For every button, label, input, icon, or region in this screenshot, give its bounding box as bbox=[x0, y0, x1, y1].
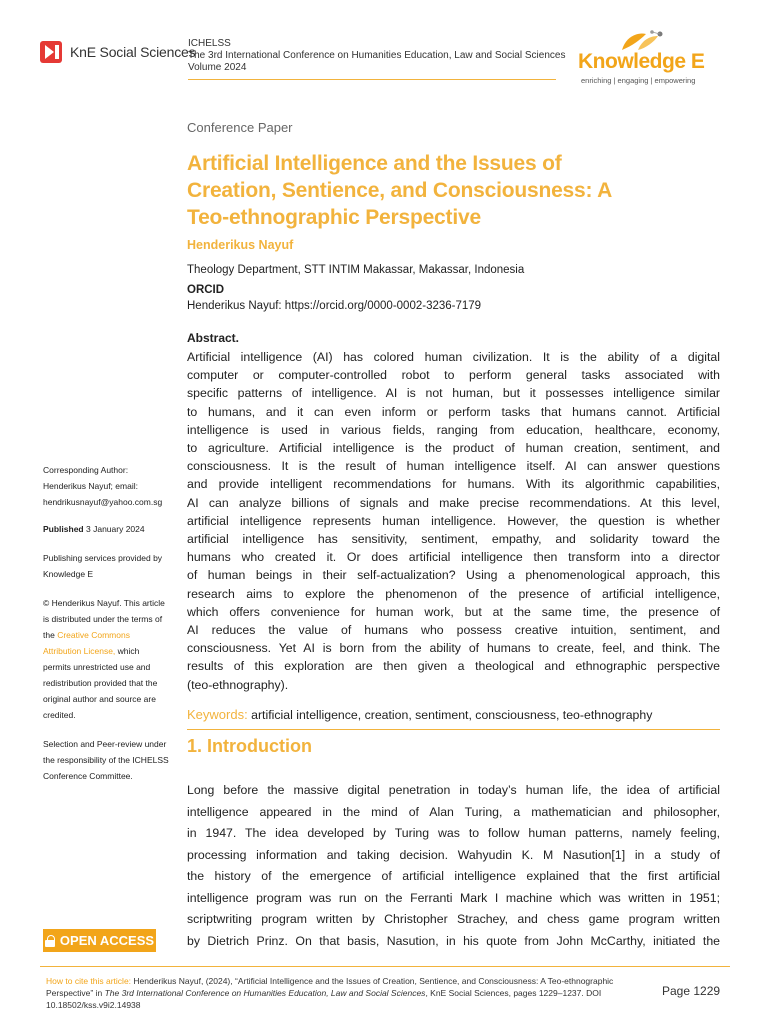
open-access-badge bbox=[43, 929, 156, 952]
abstract-body bbox=[187, 348, 720, 694]
intro-line: in 1947. The idea developed by Turing was to follow human patterns, namely feeling, bbox=[187, 826, 720, 840]
corresponding-author bbox=[43, 462, 178, 510]
abstract-line: artificial intelligence represents human intelligence. However, the question is whether bbox=[187, 513, 720, 528]
keywords bbox=[187, 707, 720, 722]
section-heading: 1. Introduction bbox=[187, 736, 312, 756]
cite-text: Henderikus Nayuf, (2024), “Artificial Intelligence and the Issues of Creation, Sentience, and Consciousness: A Teo-ethnographic Perspective” in bbox=[46, 976, 614, 998]
license-text: is distributed under the terms of bbox=[43, 614, 163, 624]
license-text: which bbox=[117, 646, 140, 656]
review-text: Conference Committee. bbox=[43, 771, 133, 781]
abstract-line: of human beings in their self-actualization? Using a phenomenological approach, this bbox=[187, 568, 720, 583]
abstract-line: AI reduces the value of humans who possess creative intuition, sentiment, and bbox=[187, 623, 720, 638]
publishing-services bbox=[43, 550, 178, 582]
intro-line: by Dietrich Prinz. On that basis, Nasution, in his quote from John McCarthy, initiated the bbox=[187, 933, 720, 948]
volume: Volume 2024 bbox=[188, 62, 247, 73]
keywords-divider bbox=[187, 729, 720, 730]
services-provider: Knowledge E bbox=[43, 569, 94, 579]
publisher-tagline: enriching | engaging | empowering bbox=[581, 76, 696, 85]
intro-line: scriptwriting program written by Christopher Strachey, and chess game program written bbox=[187, 912, 720, 926]
journal-logo bbox=[40, 41, 195, 63]
orcid-link[interactable]: Henderikus Nayuf: https://orcid.org/0000-0002-3236-7179 bbox=[187, 300, 482, 312]
footer-divider bbox=[40, 966, 730, 967]
review-text: Selection and Peer-review under bbox=[43, 739, 167, 749]
title-line: Creation, Sentience, and Consciousness: A bbox=[187, 179, 613, 202]
license-text: original author and source are bbox=[43, 694, 156, 704]
published-date: 3 January 2024 bbox=[86, 524, 145, 534]
conference-name: The 3rd International Conference on Humanities Education, Law and Social Sciences bbox=[188, 50, 566, 61]
published-label: Published bbox=[43, 524, 84, 534]
lock-open-icon bbox=[45, 935, 55, 947]
license-info bbox=[43, 595, 178, 723]
abstract-line: intelligence is used in various fields, ranging from education, healthcare, economy, bbox=[187, 422, 720, 437]
intro-line: processing information and taking decision. Wahyudin K. M Nasution[1] in a study of bbox=[187, 847, 720, 862]
keywords-label: Keywords: bbox=[187, 707, 248, 722]
conference-info bbox=[188, 38, 565, 74]
title-line: Artificial Intelligence and the Issues of bbox=[187, 152, 562, 175]
license-text: credited. bbox=[43, 710, 76, 720]
services-text: Publishing services provided by bbox=[43, 553, 163, 563]
abstract-line: (teo-ethnography). bbox=[187, 677, 289, 692]
cite-text-end: , KnE Social Sciences, pages 1229–1237. DOI 10.18502/kss.v9i2.14938 bbox=[46, 988, 602, 1010]
abstract-line: research aims to explore the phenomenon of the presence of artificial intelligence, bbox=[187, 586, 720, 601]
paper-title bbox=[187, 150, 720, 231]
abstract-line: consciousness. Yet AI is born from the ability of humans to create, feel, and think. The bbox=[187, 641, 720, 656]
intro-line: Long before the massive digital penetration in today’s human life, the idea of artificial bbox=[187, 783, 720, 797]
abstract-line: humans who created it. Or does artificial intelligence then transform into a director bbox=[187, 550, 720, 565]
license-text: Henderikus Nayuf. This article bbox=[51, 598, 165, 608]
intro-line: the history of the emergence of artificial intelligence explained that the first artificial bbox=[187, 869, 720, 883]
title-line: Teo-ethnographic Perspective bbox=[187, 206, 481, 229]
intro-line: intelligence program was run on the Ferranti Mark I machine which was written in 1951; bbox=[187, 890, 720, 905]
license-text: permits unrestricted use and bbox=[43, 662, 151, 672]
orcid-heading: ORCID bbox=[187, 284, 225, 296]
abstract-line: results of this exploration are then given a theological and ethnographic perspective bbox=[187, 659, 720, 674]
cite-conference: The 3rd International Conference on Humanities Education, Law and Social Sciences bbox=[104, 988, 426, 998]
open-access-label: OPEN ACCESS bbox=[59, 933, 155, 948]
introduction-body bbox=[187, 780, 720, 960]
abstract-line: to agriculture. Artificial intelligence is the product of human creation, sentiment, and bbox=[187, 441, 720, 456]
peer-review-note bbox=[43, 736, 178, 784]
keywords-list: artificial intelligence, creation, sentiment, consciousness, teo-ethnography bbox=[251, 708, 653, 722]
corr-label: Corresponding Author: bbox=[43, 465, 129, 475]
abstract-line: and provide intelligent recommendations for humans. With its algorithmic capabilities, bbox=[187, 477, 720, 492]
abstract-line: which offers convenience for human work, but at the same time, the presence of bbox=[187, 604, 720, 619]
intro-line: intelligence appeared in the mind of Alan Turing, a mathematician and philosopher, bbox=[187, 804, 720, 819]
license-text: redistribution provided that the bbox=[43, 678, 158, 688]
kne-logo-icon bbox=[40, 41, 62, 63]
abstract-line: Artificial intelligence (AI) has colored human civilization. It is the ability of a digital bbox=[187, 350, 720, 364]
license-link[interactable]: Attribution License, bbox=[43, 646, 116, 656]
leaf-icon bbox=[616, 30, 666, 52]
publisher-name: Knowledge E bbox=[578, 50, 705, 73]
publisher-logo bbox=[576, 28, 726, 88]
license-link[interactable]: Creative Commons bbox=[57, 630, 130, 640]
paper-type: Conference Paper bbox=[187, 120, 293, 135]
journal-name: KnE Social Sciences bbox=[70, 44, 196, 60]
citation bbox=[46, 975, 660, 1011]
page-number: Page 1229 bbox=[662, 984, 721, 998]
abstract-line: specific patterns of intelligence. AI is not human, but it possesses intelligence similar bbox=[187, 386, 720, 401]
abstract-line: consciousness. It is the result of human intelligence itself. AI can answer questions bbox=[187, 459, 720, 474]
abstract-line: AI can analyze billions of signals and make precise recommendations. At this level, bbox=[187, 495, 720, 510]
published-info bbox=[43, 521, 178, 537]
abstract-heading: Abstract. bbox=[187, 331, 240, 345]
review-text: the responsibility of the ICHELSS bbox=[43, 755, 169, 765]
affiliation: Theology Department, STT INTIM Makassar, Makassar, Indonesia bbox=[187, 264, 525, 276]
license-text: the bbox=[43, 630, 55, 640]
copyright-icon: © bbox=[43, 598, 50, 608]
abstract-line: to humans, and it can even inform or perform tasks that humans cannot. Artificial bbox=[187, 404, 720, 419]
cite-label: How to cite this article: bbox=[46, 976, 132, 986]
corr-name: Henderikus Nayuf; email: bbox=[43, 481, 138, 491]
header-divider bbox=[188, 79, 556, 80]
conference-acronym: ICHELSS bbox=[188, 38, 231, 49]
abstract-line: artificial intelligence has sensitivity, sentiment, empathy, and solidarity toward the bbox=[187, 532, 720, 547]
author-name: Henderikus Nayuf bbox=[187, 238, 294, 252]
corr-email: hendrikusnayuf@yahoo.com.sg bbox=[43, 497, 163, 507]
abstract-line: computer or computer-controlled robot to perform general tasks associated with bbox=[187, 368, 720, 383]
